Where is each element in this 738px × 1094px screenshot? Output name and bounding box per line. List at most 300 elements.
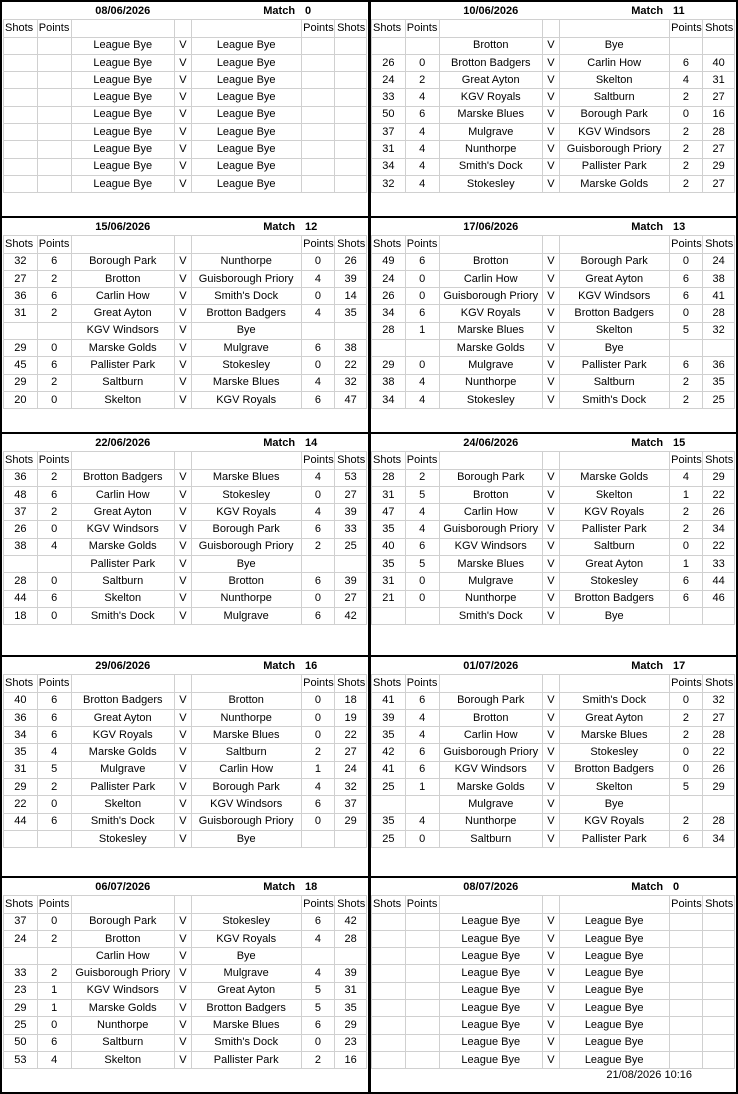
fixture-row xyxy=(372,813,735,830)
versus-mark: V xyxy=(174,253,191,270)
blank-header xyxy=(439,675,542,692)
versus-mark: V xyxy=(542,692,559,709)
blank-header xyxy=(191,896,301,913)
fixture-row xyxy=(372,72,735,89)
match-panel xyxy=(3,435,367,642)
home-points xyxy=(37,556,71,573)
fixture-row xyxy=(372,175,735,192)
fixture-row xyxy=(372,504,735,521)
versus-mark: V xyxy=(174,391,191,408)
print-timestamp: 21/08/2026 10:16 xyxy=(606,1069,692,1081)
versus-mark: V xyxy=(542,965,559,982)
home-points xyxy=(37,37,71,54)
away-shots: 27 xyxy=(335,590,367,607)
away-shots: 53 xyxy=(335,469,367,486)
fixture-row xyxy=(372,469,735,486)
away-shots: 32 xyxy=(703,322,735,339)
versus-mark: V xyxy=(542,37,559,54)
home-team: Marske Golds xyxy=(439,340,542,357)
fixture-row xyxy=(4,72,367,89)
match-label: Match xyxy=(631,880,664,893)
fixture-row xyxy=(372,744,735,761)
versus-mark: V xyxy=(174,692,191,709)
home-shots: 34 xyxy=(372,391,406,408)
away-points: 2 xyxy=(669,521,703,538)
away-team: League Bye xyxy=(559,913,669,930)
home-shots: 22 xyxy=(4,796,38,813)
versus-mark: V xyxy=(174,948,191,965)
home-team: Nunthorpe xyxy=(439,590,542,607)
home-shots xyxy=(4,89,38,106)
home-team: Saltburn xyxy=(71,374,174,391)
fixture-row xyxy=(372,930,735,947)
away-shots: 32 xyxy=(703,692,735,709)
match-number: 0 xyxy=(673,880,680,893)
away-team: Skelton xyxy=(559,322,669,339)
home-shots: 42 xyxy=(372,744,406,761)
away-team: League Bye xyxy=(191,72,301,89)
home-points: 6 xyxy=(405,744,439,761)
away-shots: 36 xyxy=(703,357,735,374)
away-team: Guisborough Priory xyxy=(559,141,669,158)
versus-mark: V xyxy=(174,1051,191,1068)
fixture-row xyxy=(372,253,735,270)
blank-header xyxy=(439,452,542,469)
match-number: 17 xyxy=(673,659,686,672)
match-date: 29/06/2026 xyxy=(95,659,151,672)
home-team: Smith's Dock xyxy=(439,607,542,624)
away-team: Smith's Dock xyxy=(559,391,669,408)
away-points: 6 xyxy=(669,590,703,607)
versus-mark: V xyxy=(542,288,559,305)
away-team: Great Ayton xyxy=(191,982,301,999)
home-points: 6 xyxy=(405,305,439,322)
home-shots: 18 xyxy=(4,607,38,624)
fixture-row xyxy=(372,556,735,573)
fixture-row xyxy=(372,374,735,391)
home-points: 6 xyxy=(37,813,71,830)
away-points: 0 xyxy=(669,692,703,709)
home-shots: 48 xyxy=(4,486,38,503)
away-team: League Bye xyxy=(559,1034,669,1051)
home-points: 2 xyxy=(37,469,71,486)
versus-mark: V xyxy=(174,486,191,503)
versus-mark: V xyxy=(174,556,191,573)
home-points xyxy=(405,37,439,54)
away-points: 4 xyxy=(301,930,335,947)
away-shots xyxy=(335,141,367,158)
match-panel xyxy=(371,219,735,426)
away-team: Brotton xyxy=(191,573,301,590)
versus-mark: V xyxy=(174,124,191,141)
fixture-row xyxy=(4,982,367,999)
home-shots xyxy=(4,158,38,175)
fixture-row xyxy=(372,1051,735,1068)
home-points xyxy=(405,930,439,947)
fixture-row xyxy=(4,141,367,158)
versus-mark: V xyxy=(542,158,559,175)
home-points: 0 xyxy=(405,573,439,590)
fixture-row xyxy=(4,175,367,192)
versus-mark: V xyxy=(174,270,191,287)
blank-header xyxy=(71,452,174,469)
away-points: 0 xyxy=(301,709,335,726)
home-shots: 50 xyxy=(4,1034,38,1051)
home-team: Pallister Park xyxy=(71,357,174,374)
points-header: Points xyxy=(669,20,703,37)
match-label: Match xyxy=(631,220,664,233)
away-shots: 32 xyxy=(335,779,367,796)
blank-header xyxy=(191,236,301,253)
away-points: 6 xyxy=(301,796,335,813)
home-points: 6 xyxy=(37,253,71,270)
away-shots: 27 xyxy=(703,175,735,192)
away-points xyxy=(301,948,335,965)
away-shots: 14 xyxy=(335,288,367,305)
away-team: Great Ayton xyxy=(559,709,669,726)
points-header: Points xyxy=(669,236,703,253)
away-shots: 39 xyxy=(335,573,367,590)
blank-header xyxy=(559,896,669,913)
home-team: KGV Windsors xyxy=(71,322,174,339)
home-shots: 29 xyxy=(4,374,38,391)
home-team: Skelton xyxy=(71,796,174,813)
fixture-row xyxy=(4,270,367,287)
away-shots: 16 xyxy=(335,1051,367,1068)
fixture-row xyxy=(372,391,735,408)
points-header: Points xyxy=(37,452,71,469)
home-shots: 38 xyxy=(372,374,406,391)
home-shots: 53 xyxy=(4,1051,38,1068)
home-points: 2 xyxy=(37,270,71,287)
versus-mark: V xyxy=(174,37,191,54)
home-points xyxy=(37,72,71,89)
away-team: League Bye xyxy=(559,1017,669,1034)
home-team: Borough Park xyxy=(439,692,542,709)
versus-mark: V xyxy=(542,1051,559,1068)
away-points xyxy=(669,1000,703,1017)
away-shots xyxy=(703,930,735,947)
fixture-row xyxy=(4,761,367,778)
blank-row xyxy=(372,848,735,865)
home-shots: 24 xyxy=(372,72,406,89)
match-date: 01/07/2026 xyxy=(463,659,519,672)
blank-header xyxy=(174,896,191,913)
home-team: League Bye xyxy=(71,72,174,89)
away-points: 1 xyxy=(301,761,335,778)
blank-row xyxy=(4,409,367,426)
away-points: 5 xyxy=(669,779,703,796)
away-team: Smith's Dock xyxy=(191,1034,301,1051)
fixture-row xyxy=(372,692,735,709)
fixture-row xyxy=(4,521,367,538)
fixture-row xyxy=(372,357,735,374)
away-points xyxy=(669,1017,703,1034)
away-points xyxy=(301,124,335,141)
fixtures-table xyxy=(371,879,735,1086)
blank-header xyxy=(71,675,174,692)
away-points xyxy=(669,37,703,54)
home-shots: 33 xyxy=(372,89,406,106)
home-points: 0 xyxy=(37,391,71,408)
away-points: 0 xyxy=(301,1034,335,1051)
away-points: 1 xyxy=(669,486,703,503)
away-points: 4 xyxy=(301,305,335,322)
away-points xyxy=(301,37,335,54)
away-team: Saltburn xyxy=(559,89,669,106)
versus-mark: V xyxy=(542,948,559,965)
home-shots xyxy=(372,948,406,965)
versus-mark: V xyxy=(542,72,559,89)
versus-mark: V xyxy=(542,504,559,521)
home-team: Skelton xyxy=(71,391,174,408)
away-shots: 39 xyxy=(335,504,367,521)
away-points: 2 xyxy=(669,141,703,158)
home-shots: 44 xyxy=(4,590,38,607)
home-points: 6 xyxy=(37,486,71,503)
home-shots: 45 xyxy=(4,357,38,374)
home-shots: 26 xyxy=(372,288,406,305)
home-points: 0 xyxy=(37,340,71,357)
away-shots: 28 xyxy=(703,727,735,744)
away-team: Skelton xyxy=(559,486,669,503)
away-points xyxy=(301,141,335,158)
away-shots xyxy=(703,1051,735,1068)
away-shots: 44 xyxy=(703,573,735,590)
home-shots xyxy=(4,54,38,71)
versus-mark: V xyxy=(542,305,559,322)
home-points: 4 xyxy=(405,158,439,175)
away-team: Guisborough Priory xyxy=(191,270,301,287)
away-points xyxy=(669,913,703,930)
home-team: Great Ayton xyxy=(439,72,542,89)
shots-header: Shots xyxy=(335,896,367,913)
away-points xyxy=(669,930,703,947)
away-team: Marske Golds xyxy=(559,175,669,192)
fixture-row xyxy=(4,796,367,813)
home-points xyxy=(37,124,71,141)
away-points: 6 xyxy=(669,830,703,847)
away-points: 0 xyxy=(669,106,703,123)
home-team: Saltburn xyxy=(439,830,542,847)
points-header: Points xyxy=(301,20,335,37)
away-team: Marske Blues xyxy=(559,727,669,744)
away-team: Stokesley xyxy=(559,573,669,590)
home-team: Marske Blues xyxy=(439,556,542,573)
versus-mark: V xyxy=(174,573,191,590)
home-team: Brotton Badgers xyxy=(71,469,174,486)
match-panel xyxy=(3,219,367,426)
home-points xyxy=(405,340,439,357)
shots-header: Shots xyxy=(372,20,406,37)
home-shots xyxy=(4,106,38,123)
home-team: Brotton Badgers xyxy=(439,54,542,71)
fixture-row xyxy=(4,89,367,106)
home-points: 4 xyxy=(37,538,71,555)
home-team: Nunthorpe xyxy=(439,141,542,158)
versus-mark: V xyxy=(542,779,559,796)
home-team: Skelton xyxy=(71,590,174,607)
away-team: Stokesley xyxy=(559,744,669,761)
away-points: 6 xyxy=(301,391,335,408)
fixture-row xyxy=(4,1034,367,1051)
fixtures-table xyxy=(371,219,735,426)
home-shots xyxy=(4,175,38,192)
fixture-row xyxy=(372,288,735,305)
fixture-row xyxy=(4,744,367,761)
home-team: Nunthorpe xyxy=(439,374,542,391)
home-points: 4 xyxy=(405,504,439,521)
away-shots: 27 xyxy=(703,89,735,106)
home-team: Saltburn xyxy=(71,1034,174,1051)
home-team: Mulgrave xyxy=(439,124,542,141)
home-shots: 36 xyxy=(4,469,38,486)
blank-header xyxy=(191,675,301,692)
away-team: Bye xyxy=(559,607,669,624)
home-team: Great Ayton xyxy=(71,504,174,521)
home-team: Carlin How xyxy=(71,288,174,305)
home-points: 4 xyxy=(405,374,439,391)
fixture-row xyxy=(372,538,735,555)
away-shots xyxy=(335,106,367,123)
fixture-row xyxy=(4,106,367,123)
home-team: Nunthorpe xyxy=(71,1017,174,1034)
home-points: 6 xyxy=(405,106,439,123)
home-shots: 41 xyxy=(372,692,406,709)
versus-mark: V xyxy=(174,830,191,847)
fixture-row xyxy=(372,124,735,141)
away-shots xyxy=(335,322,367,339)
home-team: Smith's Dock xyxy=(439,158,542,175)
shots-header: Shots xyxy=(703,452,735,469)
home-shots: 49 xyxy=(372,253,406,270)
away-shots: 42 xyxy=(335,913,367,930)
match-number: 15 xyxy=(673,436,686,449)
home-team: League Bye xyxy=(71,89,174,106)
away-team: League Bye xyxy=(559,982,669,999)
fixture-row xyxy=(4,1017,367,1034)
away-points: 2 xyxy=(669,89,703,106)
versus-mark: V xyxy=(542,340,559,357)
home-shots xyxy=(372,982,406,999)
match-number: 14 xyxy=(305,436,318,449)
away-points: 0 xyxy=(301,692,335,709)
away-team: Bye xyxy=(191,948,301,965)
points-header: Points xyxy=(405,20,439,37)
home-points: 0 xyxy=(405,288,439,305)
away-shots: 35 xyxy=(703,374,735,391)
fixture-row xyxy=(372,727,735,744)
match-number: 13 xyxy=(673,220,686,233)
away-shots xyxy=(335,175,367,192)
home-points xyxy=(37,322,71,339)
away-points: 5 xyxy=(301,982,335,999)
home-team: League Bye xyxy=(439,1017,542,1034)
away-team: Bye xyxy=(191,556,301,573)
home-points xyxy=(37,158,71,175)
away-team: League Bye xyxy=(559,948,669,965)
home-shots: 36 xyxy=(4,288,38,305)
versus-mark: V xyxy=(174,340,191,357)
versus-mark: V xyxy=(542,106,559,123)
away-points: 0 xyxy=(301,288,335,305)
home-team: Great Ayton xyxy=(71,305,174,322)
away-shots xyxy=(703,1017,735,1034)
away-team: Saltburn xyxy=(559,374,669,391)
away-team: Smith's Dock xyxy=(191,288,301,305)
away-points xyxy=(669,982,703,999)
versus-mark: V xyxy=(542,141,559,158)
away-shots: 27 xyxy=(335,486,367,503)
home-shots: 31 xyxy=(4,761,38,778)
away-team: Carlin How xyxy=(559,54,669,71)
away-team: KGV Windsors xyxy=(559,124,669,141)
away-team: Pallister Park xyxy=(191,1051,301,1068)
away-points: 4 xyxy=(301,469,335,486)
versus-mark: V xyxy=(542,391,559,408)
away-points: 0 xyxy=(301,590,335,607)
versus-mark: V xyxy=(542,727,559,744)
versus-mark: V xyxy=(542,175,559,192)
away-points: 0 xyxy=(301,253,335,270)
fixture-row xyxy=(4,830,367,847)
away-shots xyxy=(703,982,735,999)
versus-mark: V xyxy=(174,607,191,624)
home-team: League Bye xyxy=(439,948,542,965)
versus-mark: V xyxy=(542,374,559,391)
home-team: League Bye xyxy=(71,175,174,192)
home-team: League Bye xyxy=(439,913,542,930)
home-team: Brotton xyxy=(439,37,542,54)
home-team: Smith's Dock xyxy=(71,813,174,830)
away-shots: 26 xyxy=(335,253,367,270)
home-shots: 35 xyxy=(4,744,38,761)
home-points: 4 xyxy=(405,709,439,726)
home-team: Mulgrave xyxy=(71,761,174,778)
away-points xyxy=(301,158,335,175)
points-header: Points xyxy=(405,452,439,469)
fixture-row xyxy=(372,573,735,590)
home-team: Marske Golds xyxy=(71,340,174,357)
home-points xyxy=(405,913,439,930)
fixtures-table xyxy=(3,3,367,210)
away-team: League Bye xyxy=(191,141,301,158)
blank-header xyxy=(174,20,191,37)
versus-mark: V xyxy=(174,322,191,339)
home-shots xyxy=(4,141,38,158)
away-shots xyxy=(335,124,367,141)
home-team: Stokesley xyxy=(439,175,542,192)
home-shots: 47 xyxy=(372,504,406,521)
fixture-row xyxy=(4,573,367,590)
match-date: 24/06/2026 xyxy=(463,436,519,449)
fixture-row xyxy=(372,1000,735,1017)
home-points: 6 xyxy=(37,1034,71,1051)
fixture-row xyxy=(4,965,367,982)
away-shots: 32 xyxy=(335,374,367,391)
away-points: 6 xyxy=(301,607,335,624)
away-team: League Bye xyxy=(191,89,301,106)
home-shots xyxy=(4,556,38,573)
away-shots: 22 xyxy=(703,486,735,503)
away-shots: 18 xyxy=(335,692,367,709)
home-team: KGV Royals xyxy=(439,305,542,322)
home-points: 4 xyxy=(405,391,439,408)
away-shots: 22 xyxy=(703,744,735,761)
blank-row xyxy=(372,409,735,426)
versus-mark: V xyxy=(542,573,559,590)
away-team: Bye xyxy=(559,340,669,357)
